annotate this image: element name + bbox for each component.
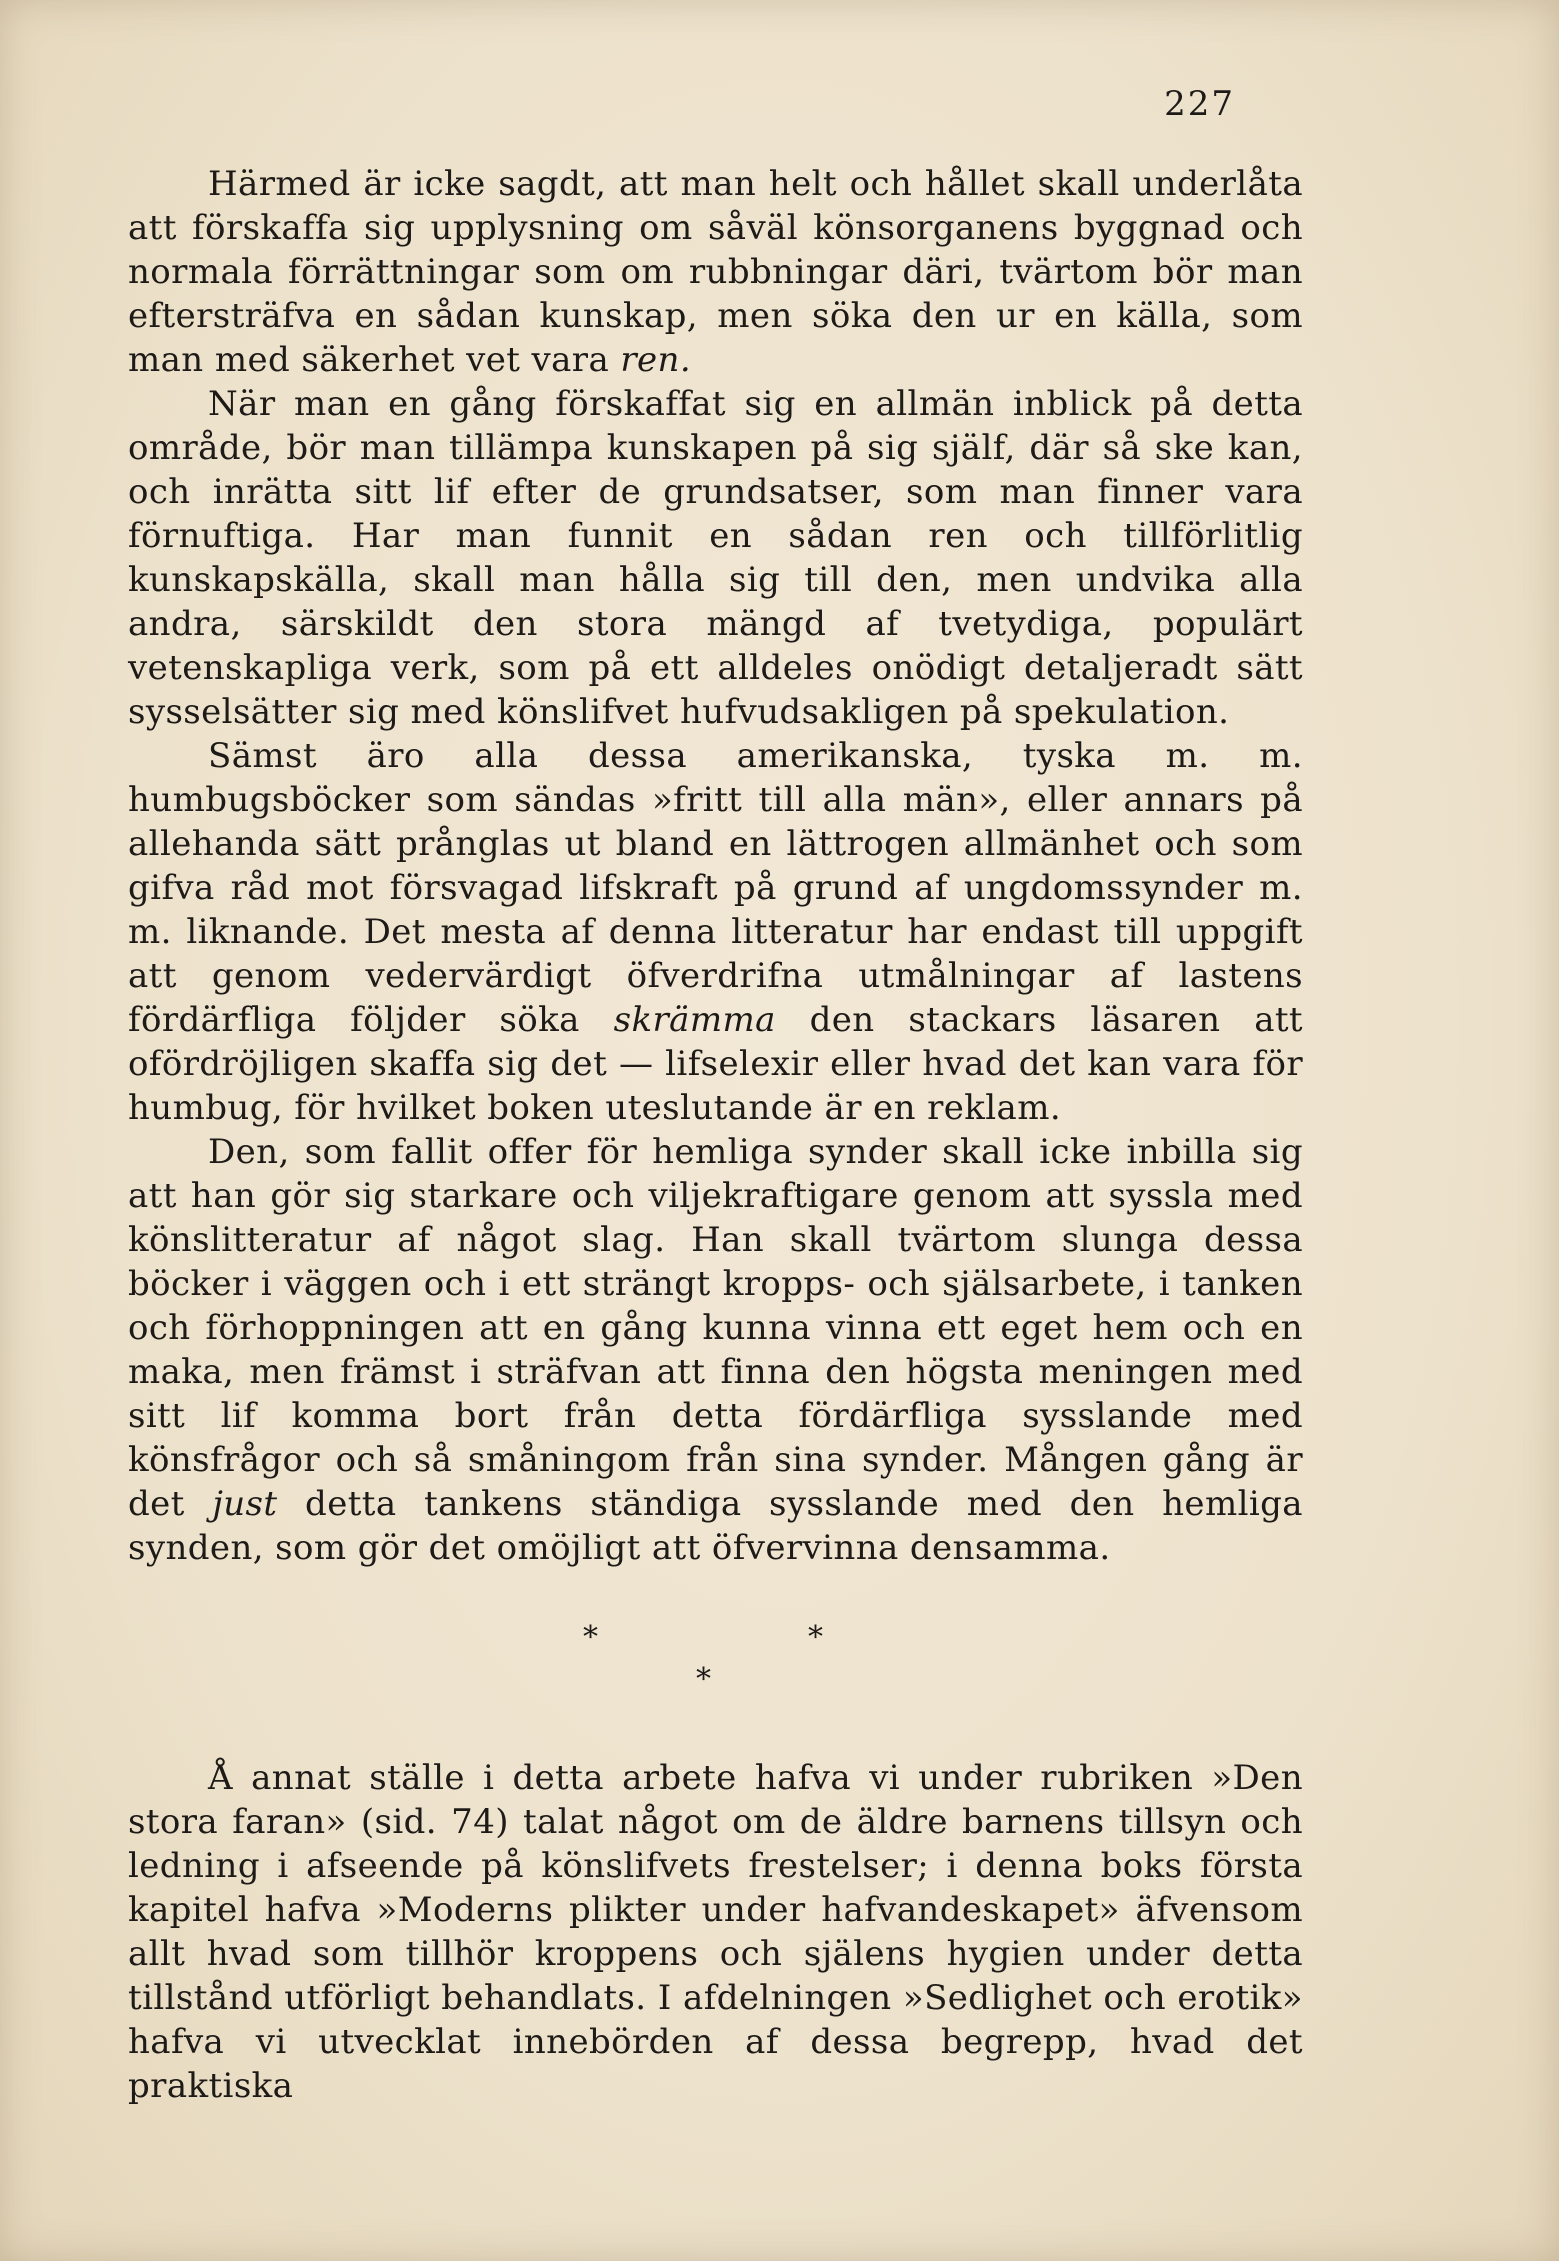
separator-asterisk: * [808, 1620, 824, 1655]
paragraph-text: Å annat ställe i detta arbete hafva vi under rubriken »Den stora faran» (sid. 74) talat något om de äldre barnens tillsyn och ledning i afseende på könslifvets frestelser; i denna boks första kapitel hafva »Moderns plikter under hafvandeskapet» äfvensom allt hvad som tillhör kroppens och själens hygien under detta tillstånd utförligt behandlats. I afdelningen »Sedlighet och erotik» hafva vi utvecklat innebörden af dessa begrepp, hvad det praktiska [128, 1758, 1303, 2106]
paragraph [128, 382, 1303, 734]
italic-text: ren. [620, 340, 692, 380]
paragraph-text: När man en gång förskaffat sig en allmän inblick på detta område, bör man tillämpa kunskapen på sig själf, där så ske kan, och inrätta sitt lif efter de grundsatser, som man finner vara förnuftiga. Har man funnit en sådan ren och tillförlitlig kunskapskälla, skall man hålla sig till den, men undvika alla andra, särskildt den stora mängd af tvetydiga, populärt vetenskapliga verk, som på ett alldeles onödigt detaljeradt sätt sysselsätter sig med könslifvet hufvudsakligen på spekulation. [128, 384, 1303, 732]
paragraph [128, 1756, 1303, 2108]
paragraphs-bottom [128, 1756, 1303, 2108]
paragraph [128, 162, 1303, 382]
paragraph-text: Härmed är icke sagdt, att man helt och hållet skall underlåta att förskaffa sig upplysning om såväl könsorganens byggnad och normala förrättningar som om rubbningar däri, tvärtom bör man eftersträfva en sådan kunskap, men söka den ur en källa, som man med säkerhet vet vara [128, 164, 1303, 380]
paragraph-text: den stackars läsaren att ofördröjligen skaffa sig det — lifselexir eller hvad det kan vara för humbug, för hvilket boken uteslutande är en reklam. [128, 1000, 1303, 1128]
page-number: 227 [1164, 84, 1235, 124]
separator-asterisk: * [583, 1620, 599, 1655]
paragraph-text: Den, som fallit offer för hemliga synder skall icke inbilla sig att han gör sig starkare och viljekraftigare genom att syssla med könslitteratur af något slag. Han skall tvärtom slunga dessa böcker i väggen och i ett strängt kropps- och själsarbete, i tanken och förhoppningen att en gång kunna vinna ett eget hem och en maka, men främst i sträfvan att finna den högsta meningen med sitt lif komma bort från detta fördärfliga sysslande med könsfrågor och så småningom från sina synder. Mången gång är det [128, 1132, 1303, 1524]
body-text [128, 162, 1303, 2108]
paragraph-text: detta tankens ständiga sysslande med den hemliga synden, som gör det omöjligt att öfvervinna densamma. [128, 1484, 1303, 1568]
paragraphs-top [128, 162, 1303, 1570]
paragraph [128, 734, 1303, 1130]
italic-text: skrämma [613, 1000, 776, 1040]
paragraph [128, 1130, 1303, 1570]
separator-asterisk: * [696, 1662, 712, 1697]
italic-text: just [212, 1484, 278, 1524]
paragraph-text: Sämst äro alla dessa amerikanska, tyska m. m. humbugsböcker som sändas »fritt till alla män», eller annars på allehanda sätt prånglas ut bland en lättrogen allmänhet och som gifva råd mot försvagad lifskraft på grund af ungdomssynder m. m. liknande. Det mesta af denna litteratur har endast till uppgift att genom vedervärdigt öfverdrifna utmålningar af lastens fördärfliga följder söka [128, 736, 1303, 1040]
section-separator [128, 1606, 1303, 1756]
